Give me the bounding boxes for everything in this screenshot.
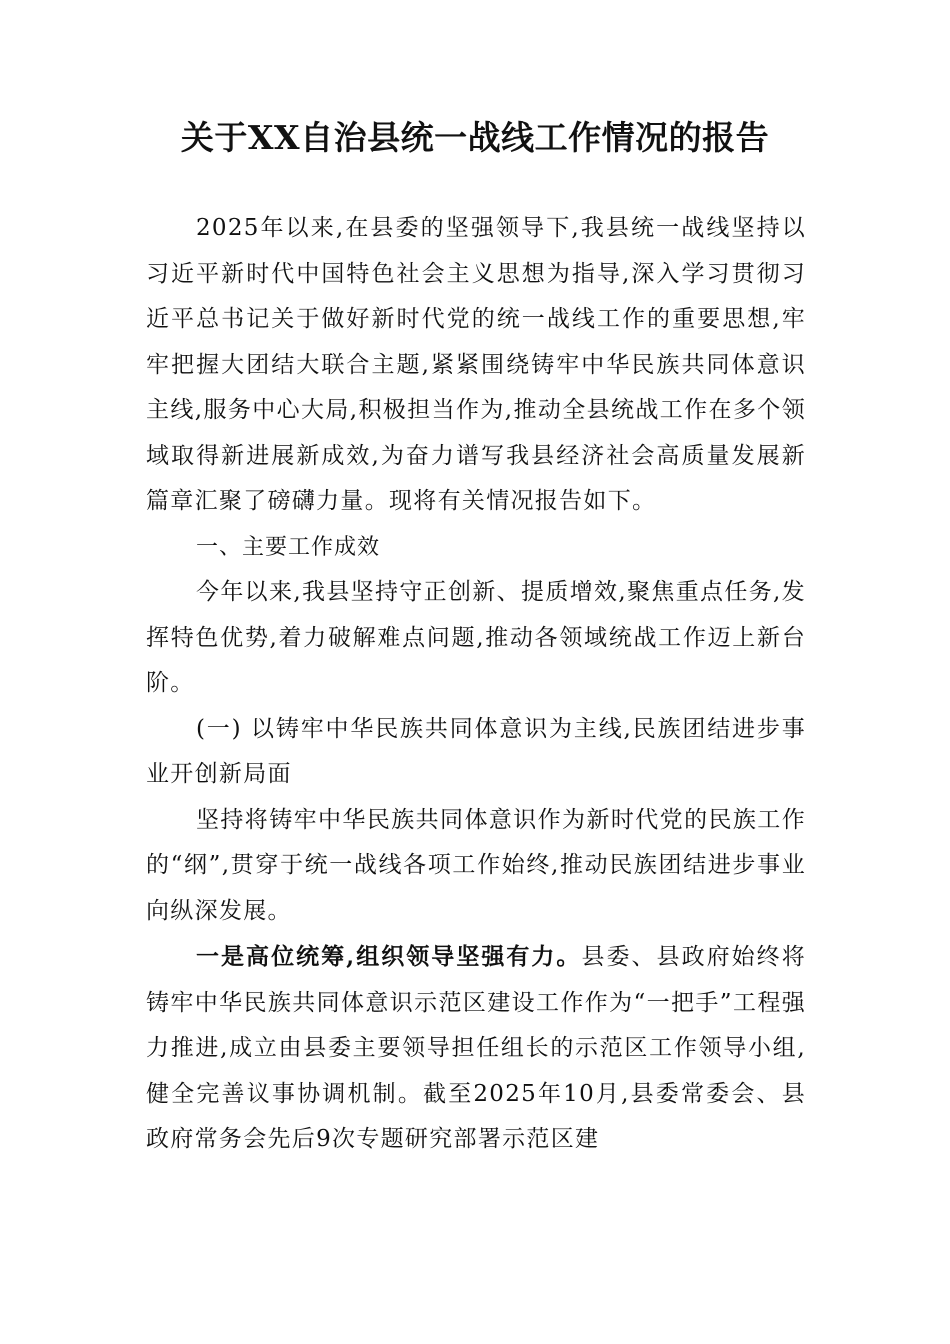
section-1-intro-paragraph: 今年以来,我县坚持守正创新、提质增效,聚焦重点任务,发挥特色优势,着力破解难点问题,推动各领域统战工作迈上新台阶。 (146, 579, 806, 696)
point-1-paragraph (146, 934, 806, 1163)
subsection-1-paragraph: 坚持将铸牢中华民族共同体意识作为新时代党的民族工作的“纲”,贯穿于统一战线各项工作始终,推动民族团结进步事业向纵深发展。 (146, 806, 806, 924)
point-1-lead: 一是高位统筹,组织领导坚强有力。 (196, 943, 582, 970)
subsection-heading-1: (一) 以铸牢中华民族共同体意识为主线,民族团结进步事业开创新局面 (146, 715, 806, 787)
document-body (146, 206, 806, 1163)
point-1-text: 县委、县政府始终将铸牢中华民族共同体意识示范区建设工作作为“一把手”工程强力推进,成立由县委主要领导担任组长的示范区工作领导小组,健全完善议事协调机制。截至2025年10月,县委常委会、县政府常务会先后9次专题研究部署示范区建 (146, 944, 806, 1152)
section-heading-1: 一、主要工作成效 (196, 534, 381, 560)
intro-paragraph: 2025年以来,在县委的坚强领导下,我县统一战线坚持以习近平新时代中国特色社会主义思想为指导,深入学习贯彻习近平总书记关于做好新时代党的统一战线工作的重要思想,牢牢把握大团结大联合主题,紧紧围绕铸牢中华民族共同体意识主线,服务中心大局,积极担当作为,推动全县统战工作在多个领域取得新进展新成效,为奋力谱写我县经济社会高质量发展新篇章汇聚了磅礴力量。现将有关情况报告如下。 (146, 215, 806, 514)
document-title: 关于XX自治县统一战线工作情况的报告 (180, 118, 770, 157)
